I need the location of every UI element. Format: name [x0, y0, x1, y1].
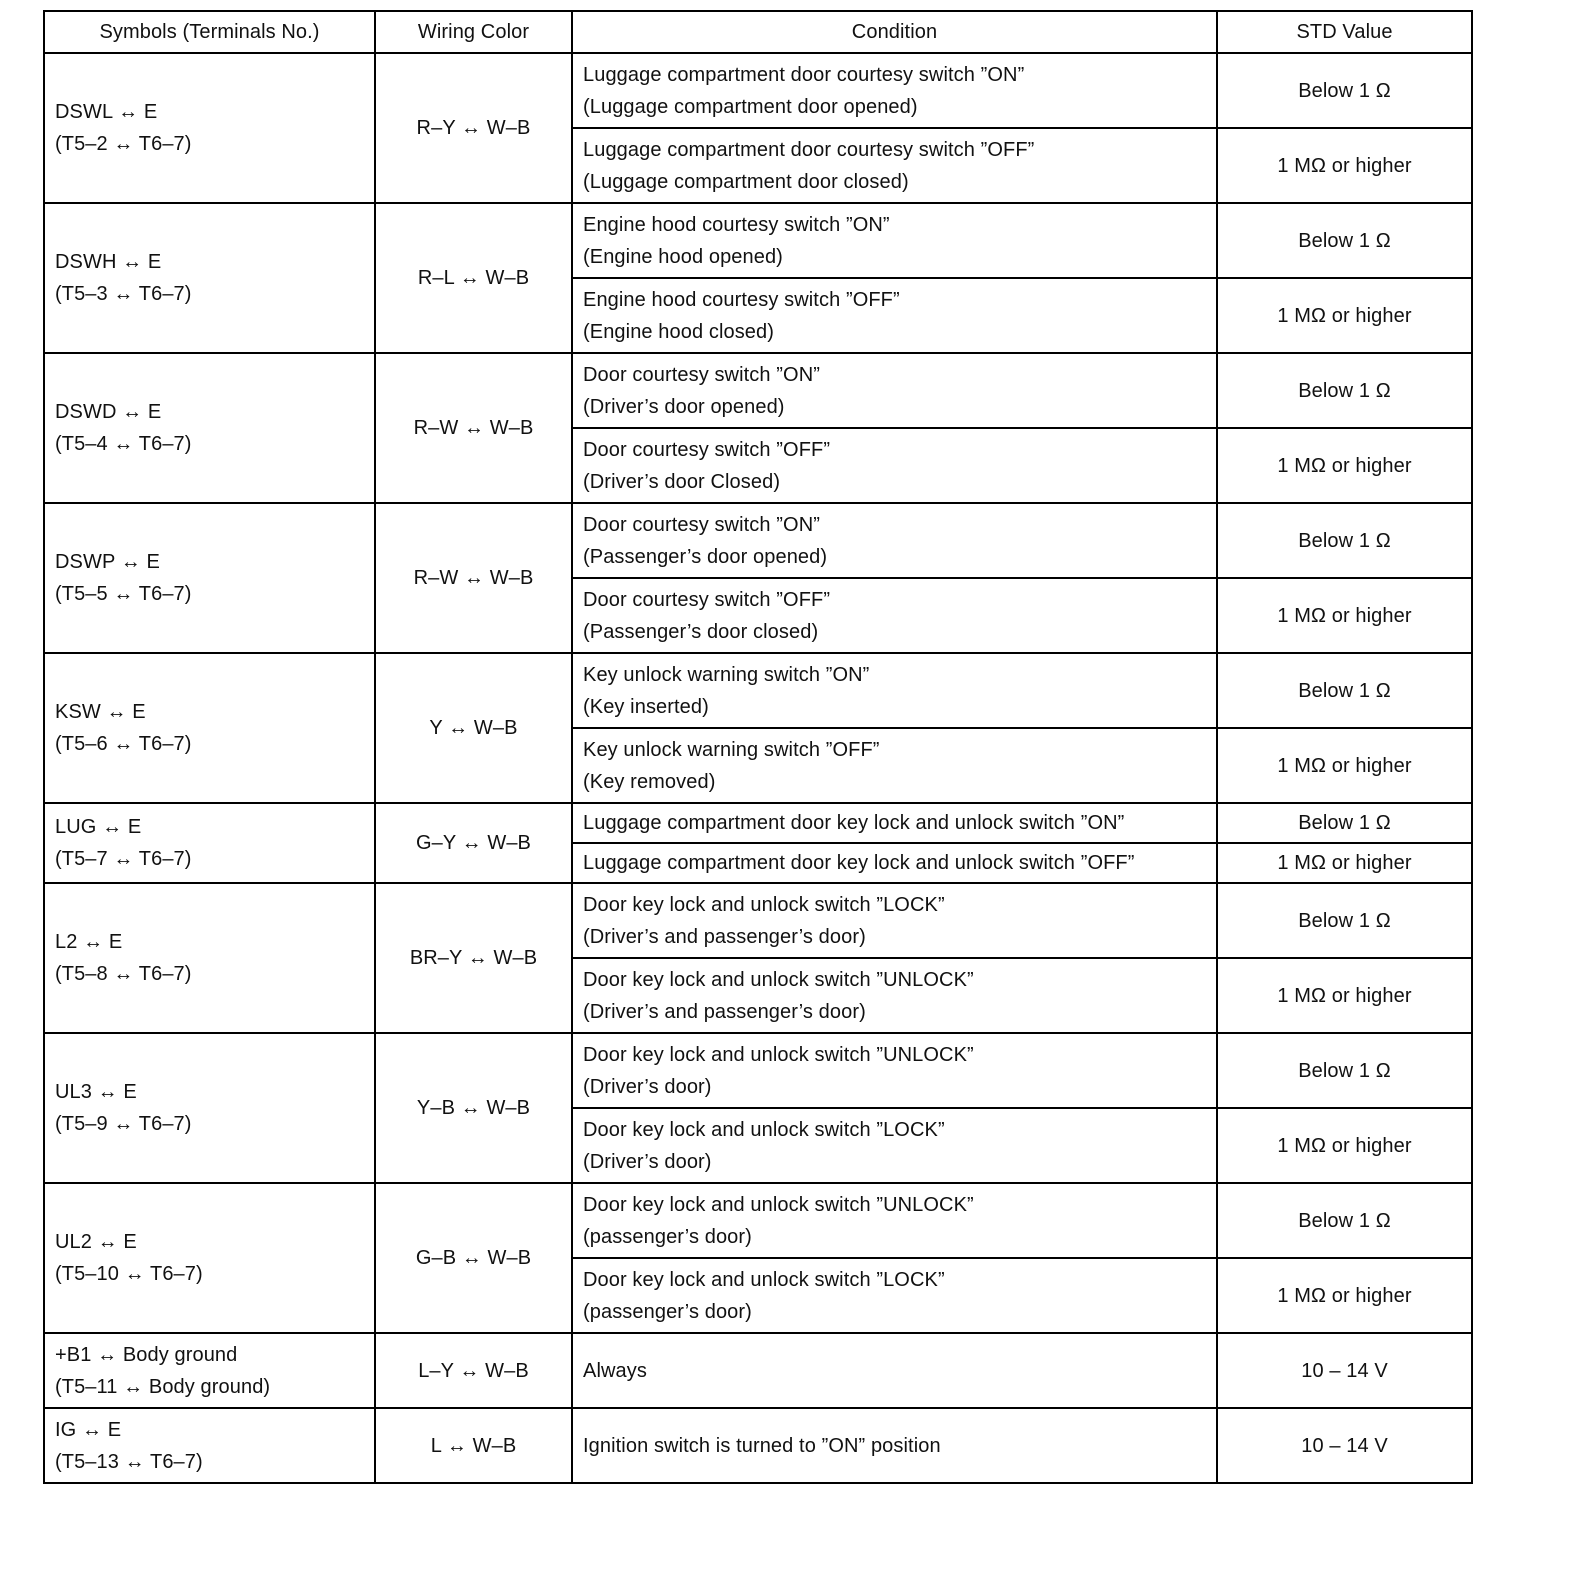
condition-cell: [572, 958, 1217, 1033]
terminal-numbers: (T5–6 ↔ T6–7): [55, 733, 192, 755]
std-value-cell: 10 – 14 V: [1217, 1408, 1472, 1483]
wiring-color-cell: L–Y ↔ W–B: [375, 1333, 572, 1408]
table-row: [44, 53, 1472, 128]
symbol-label: DSWP ↔ E: [55, 551, 160, 573]
condition-text: Door key lock and unlock switch ”LOCK”: [583, 1118, 945, 1141]
condition-cell: [572, 578, 1217, 653]
terminal-numbers: (T5–7 ↔ T6–7): [55, 848, 192, 870]
symbol-label: DSWL ↔ E: [55, 101, 158, 123]
symbol-cell: [44, 1408, 375, 1483]
condition-text: Door key lock and unlock switch ”UNLOCK”: [583, 1043, 974, 1066]
condition-text: Door key lock and unlock switch ”LOCK”: [583, 1268, 945, 1291]
terminal-numbers: (T5–10 ↔ T6–7): [55, 1263, 203, 1285]
symbol-label: L2 ↔ E: [55, 931, 123, 953]
wiring-color-cell: Y–B ↔ W–B: [375, 1033, 572, 1183]
wiring-color-cell: Y ↔ W–B: [375, 653, 572, 803]
condition-note: (Driver’s and passenger’s door): [583, 1000, 866, 1023]
symbol-label: UL2 ↔ E: [55, 1231, 137, 1253]
terminal-numbers: (T5–9 ↔ T6–7): [55, 1113, 192, 1135]
std-value-cell: 1 MΩ or higher: [1217, 278, 1472, 353]
wiring-color-cell: G–Y ↔ W–B: [375, 803, 572, 883]
condition-cell: [572, 503, 1217, 578]
condition-text: Luggage compartment door key lock and unlock switch ”ON”: [583, 812, 1125, 834]
std-value-cell: Below 1 Ω: [1217, 653, 1472, 728]
wiring-color-cell: L ↔ W–B: [375, 1408, 572, 1483]
symbol-label: IG ↔ E: [55, 1418, 122, 1441]
condition-note: (passenger’s door): [583, 1225, 752, 1248]
condition-note: (Passenger’s door opened): [583, 545, 828, 568]
terminal-numbers: (T5–11 ↔ Body ground): [55, 1375, 271, 1398]
condition-note: (Driver’s door): [583, 1075, 712, 1098]
condition-cell: [572, 803, 1217, 843]
condition-cell: [572, 653, 1217, 728]
symbol-label: +B1 ↔ Body ground: [55, 1343, 238, 1366]
condition-cell: [572, 883, 1217, 958]
symbol-cell: [44, 803, 375, 883]
std-value-cell: Below 1 Ω: [1217, 1033, 1472, 1108]
table-row: [44, 353, 1472, 428]
table-row: [44, 1033, 1472, 1108]
condition-text: Door courtesy switch ”OFF”: [583, 588, 831, 611]
table-row: [44, 203, 1472, 278]
std-value-cell: 1 MΩ or higher: [1217, 958, 1472, 1033]
std-value-cell: 1 MΩ or higher: [1217, 1108, 1472, 1183]
std-value-cell: 1 MΩ or higher: [1217, 1258, 1472, 1333]
condition-text: Door courtesy switch ”ON”: [583, 363, 820, 386]
condition-note: (Engine hood closed): [583, 320, 775, 343]
symbol-cell: [44, 883, 375, 1033]
std-value-cell: Below 1 Ω: [1217, 353, 1472, 428]
condition-cell: [572, 1183, 1217, 1258]
terminal-numbers: (T5–4 ↔ T6–7): [55, 433, 192, 455]
std-value-cell: 1 MΩ or higher: [1217, 728, 1472, 803]
std-value-cell: 1 MΩ or higher: [1217, 128, 1472, 203]
condition-text: Luggage compartment door courtesy switch ”ON”: [583, 63, 1025, 86]
terminal-numbers: (T5–3 ↔ T6–7): [55, 283, 192, 305]
condition-note: (Key removed): [583, 770, 716, 793]
condition-cell: [572, 843, 1217, 883]
wiring-color-cell: R–L ↔ W–B: [375, 203, 572, 353]
condition-text: Key unlock warning switch ”OFF”: [583, 738, 880, 761]
condition-text: Door key lock and unlock switch ”UNLOCK”: [583, 1193, 974, 1216]
symbol-cell: [44, 503, 375, 653]
terminal-spec-table: [43, 10, 1473, 1484]
std-value-cell: 10 – 14 V: [1217, 1333, 1472, 1408]
condition-note: (Passenger’s door closed): [583, 620, 819, 643]
condition-text: Key unlock warning switch ”ON”: [583, 663, 870, 686]
header-symbols: Symbols (Terminals No.): [44, 11, 375, 53]
condition-text: Engine hood courtesy switch ”ON”: [583, 213, 890, 236]
condition-note: (Luggage compartment door opened): [583, 95, 918, 118]
condition-cell: [572, 728, 1217, 803]
condition-cell: [572, 128, 1217, 203]
condition-note: (Luggage compartment door closed): [583, 170, 909, 193]
terminal-numbers: (T5–8 ↔ T6–7): [55, 963, 192, 985]
condition-cell: [572, 278, 1217, 353]
symbol-cell: [44, 353, 375, 503]
condition-cell: [572, 428, 1217, 503]
table-row: [44, 803, 1472, 843]
terminal-numbers: (T5–2 ↔ T6–7): [55, 133, 192, 155]
symbol-cell: [44, 53, 375, 203]
std-value-cell: Below 1 Ω: [1217, 803, 1472, 843]
std-value-cell: 1 MΩ or higher: [1217, 428, 1472, 503]
table-row: [44, 503, 1472, 578]
condition-note: (Key inserted): [583, 695, 709, 718]
std-value-cell: 1 MΩ or higher: [1217, 578, 1472, 653]
wiring-color-cell: BR–Y ↔ W–B: [375, 883, 572, 1033]
table-header-row: [44, 11, 1472, 53]
condition-cell: [572, 1258, 1217, 1333]
condition-text: Luggage compartment door courtesy switch ”OFF”: [583, 138, 1035, 161]
symbol-label: DSWH ↔ E: [55, 251, 162, 273]
symbol-cell: [44, 653, 375, 803]
wiring-color-cell: R–W ↔ W–B: [375, 503, 572, 653]
condition-text: Ignition switch is turned to ”ON” position: [583, 1434, 941, 1457]
condition-note: (Driver’s door opened): [583, 395, 785, 418]
table-row: [44, 883, 1472, 958]
table-row: [44, 1183, 1472, 1258]
condition-cell: [572, 1033, 1217, 1108]
symbol-cell: [44, 1033, 375, 1183]
header-std-value: STD Value: [1217, 11, 1472, 53]
std-value-cell: Below 1 Ω: [1217, 1183, 1472, 1258]
condition-note: (Driver’s door): [583, 1150, 712, 1173]
condition-cell: [572, 53, 1217, 128]
table-row: [44, 1333, 1472, 1408]
condition-cell: [572, 1333, 1217, 1408]
wiring-color-cell: G–B ↔ W–B: [375, 1183, 572, 1333]
condition-cell: [572, 203, 1217, 278]
condition-text: Door key lock and unlock switch ”LOCK”: [583, 893, 945, 916]
symbol-label: DSWD ↔ E: [55, 401, 162, 423]
condition-note: (passenger’s door): [583, 1300, 752, 1323]
condition-text: Door key lock and unlock switch ”UNLOCK”: [583, 968, 974, 991]
terminal-numbers: (T5–13 ↔ T6–7): [55, 1450, 203, 1473]
header-wiring-color: Wiring Color: [375, 11, 572, 53]
wiring-color-cell: R–W ↔ W–B: [375, 353, 572, 503]
symbol-label: UL3 ↔ E: [55, 1081, 137, 1103]
condition-note: (Driver’s and passenger’s door): [583, 925, 866, 948]
symbol-label: KSW ↔ E: [55, 701, 146, 723]
condition-cell: [572, 1408, 1217, 1483]
std-value-cell: 1 MΩ or higher: [1217, 843, 1472, 883]
table-row: [44, 1408, 1472, 1483]
std-value-cell: Below 1 Ω: [1217, 203, 1472, 278]
std-value-cell: Below 1 Ω: [1217, 503, 1472, 578]
condition-note: (Engine hood opened): [583, 245, 783, 268]
condition-note: (Driver’s door Closed): [583, 470, 781, 493]
wiring-color-cell: R–Y ↔ W–B: [375, 53, 572, 203]
terminal-numbers: (T5–5 ↔ T6–7): [55, 583, 192, 605]
table-row: [44, 653, 1472, 728]
std-value-cell: Below 1 Ω: [1217, 53, 1472, 128]
symbol-cell: [44, 203, 375, 353]
condition-text: Luggage compartment door key lock and unlock switch ”OFF”: [583, 852, 1135, 874]
table-body: [44, 53, 1472, 1483]
symbol-cell: [44, 1333, 375, 1408]
symbol-cell: [44, 1183, 375, 1333]
header-condition: Condition: [572, 11, 1217, 53]
condition-text: Always: [583, 1359, 647, 1382]
condition-text: Door courtesy switch ”OFF”: [583, 438, 831, 461]
condition-cell: [572, 1108, 1217, 1183]
symbol-label: LUG ↔ E: [55, 816, 142, 838]
condition-text: Engine hood courtesy switch ”OFF”: [583, 288, 900, 311]
condition-text: Door courtesy switch ”ON”: [583, 513, 820, 536]
std-value-cell: Below 1 Ω: [1217, 883, 1472, 958]
condition-cell: [572, 353, 1217, 428]
